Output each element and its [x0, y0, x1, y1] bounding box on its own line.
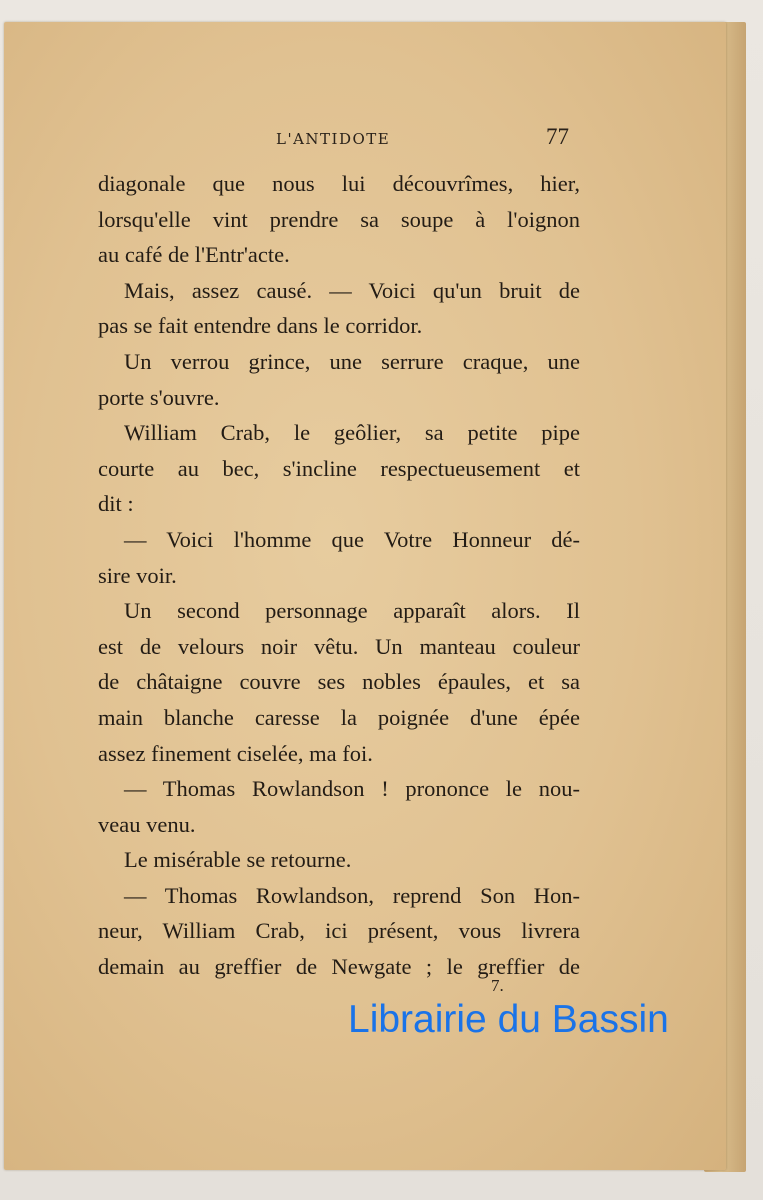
- text-line: neur, William Crab, ici présent, vous livrera: [98, 918, 580, 944]
- text-line: demain au greffier de Newgate ; le greffier de: [98, 954, 580, 980]
- signature-mark: 7.: [491, 976, 504, 995]
- text-line: courte au bec, s'incline respectueusement et: [98, 455, 580, 481]
- text-line: porte s'ouvre.: [98, 384, 220, 410]
- page-number: 77: [546, 124, 569, 149]
- text-line: pas se fait entendre dans le corridor.: [98, 313, 423, 339]
- text-line: sire voir.: [98, 562, 177, 588]
- text-line: — Thomas Rowlandson, reprend Son Hon-: [124, 882, 580, 908]
- text-line: — Voici l'homme que Votre Honneur dé-: [124, 526, 580, 552]
- text-line: main blanche caresse la poignée d'une épée: [98, 704, 580, 730]
- text-line: William Crab, le geôlier, sa petite pipe: [124, 420, 580, 446]
- text-line: veau venu.: [98, 811, 196, 837]
- text-line: dit :: [98, 491, 134, 517]
- text-line: lorsqu'elle vint prendre sa soupe à l'oignon: [98, 206, 580, 232]
- running-head: L'ANTIDOTE: [276, 130, 391, 148]
- text-line: Un second personnage apparaît alors. Il: [124, 598, 580, 624]
- text-line: Un verrou grince, une serrure craque, une: [124, 348, 580, 374]
- watermark-text: Librairie du Bassin: [348, 998, 669, 1041]
- text-line: au café de l'Entr'acte.: [98, 242, 290, 268]
- text-line: Le misérable se retourne.: [124, 847, 352, 873]
- text-line: est de velours noir vêtu. Un manteau couleur: [98, 633, 580, 659]
- text-line: assez finement ciselée, ma foi.: [98, 740, 373, 766]
- text-line: diagonale que nous lui découvrîmes, hier,: [98, 171, 580, 196]
- body-text: [98, 166, 580, 985]
- text-line: — Thomas Rowlandson ! prononce le nou-: [124, 776, 580, 802]
- text-line: de châtaigne couvre ses nobles épaules, et sa: [98, 669, 580, 695]
- text-line: Mais, assez causé. — Voici qu'un bruit de: [124, 277, 580, 303]
